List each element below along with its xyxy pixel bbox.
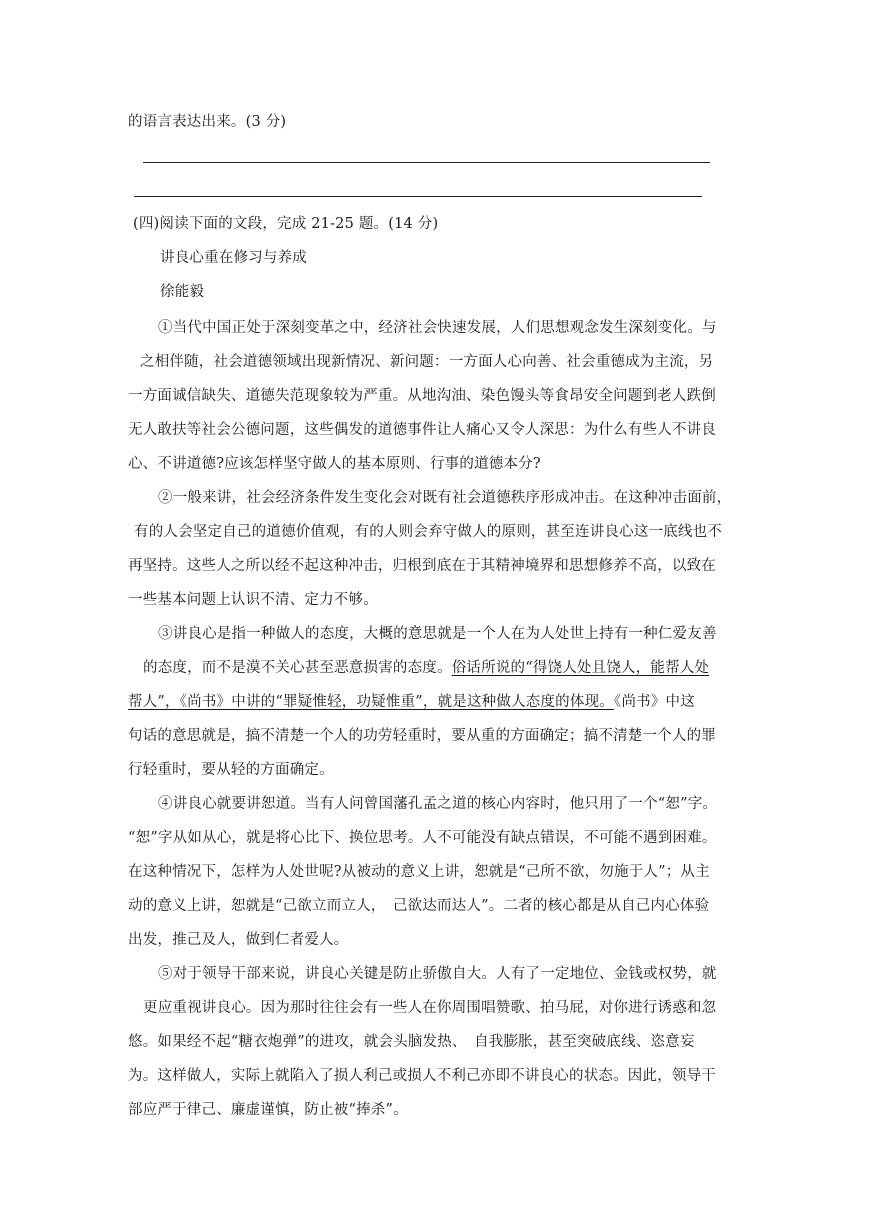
- paragraph-line: [128, 692, 695, 712]
- paragraph-line: 出发，推己及人，做到仁者爱人。: [128, 932, 349, 948]
- paragraph-line: 为。这样做人，实际上就陷入了损人利己或损人不利己亦即不讲良心的状态。因此，领导干: [128, 1068, 716, 1084]
- paragraph-line: ④讲良心就要讲恕道。当有人问曾国藩孔孟之道的核心内容时，他只用了一个“恕”字。: [158, 796, 718, 812]
- paragraph-line: ③讲良心是指一种做人的态度，大概的意思就是一个人在为人处世上持有一种仁爱友善: [158, 626, 717, 642]
- underlined-quote: 俗话所说的“得饶人处且饶人，能帮人处: [451, 660, 710, 676]
- section-heading: (四)阅读下面的文段，完成 21-25 题。(14 分): [133, 216, 439, 232]
- paragraph-line: 更应重视讲良心。因为那时往往会有一些人在你周围唱赞歌、拍马屁，对你进行诱惑和忽: [143, 1000, 717, 1016]
- answer-line-2: [134, 196, 702, 197]
- paragraph-line: 有的人会坚定自己的道德价值观，有的人则会弃守做人的原则，甚至连讲良心这一底线也不: [134, 524, 722, 540]
- plain-text: 《尚书》中这: [614, 694, 695, 710]
- paragraph-line: 在这种情况下，怎样为人处世呢?从被动的意义上讲，恕就是“己所不欲，勿施于人”；从主: [128, 864, 710, 880]
- paragraph-line: 悠。如果经不起“糖衣炮弹”的进攻，就会头脑发热、 自我膨胀，甚至突破底线、恣意妄: [128, 1034, 695, 1050]
- paragraph-line: “恕”字从如从心，就是将心比下、换位思考。人不可能没有缺点错误，不可能不遇到困难。: [128, 830, 717, 846]
- paragraph-line: 一方面诚信缺失、道德失范现象较为严重。从地沟油、染色馒头等食昂安全问题到老人跌倒: [128, 388, 716, 404]
- article-title: 讲良心重在修习与养成: [160, 250, 307, 266]
- underlined-quote: 帮人”，《尚书》中讲的“罪疑惟轻，功疑惟重”，就是这种做人态度的体现。: [128, 694, 614, 710]
- paragraph-line: 无人敢扶等社会公德问题，这些偶发的道德事件让人痛心又令人深思：为什么有些人不讲良: [128, 422, 716, 438]
- plain-text: 的态度，而不是漠不关心甚至恶意损害的态度。: [143, 660, 452, 676]
- paragraph-line: 心、不讲道德?应该怎样坚守做人的基本原则、行事的道德本分?: [128, 456, 541, 472]
- paragraph-line: 之相伴随，社会道德领域出现新情况、新问题：一方面人心向善、社会重德成为主流，另: [140, 354, 714, 370]
- paragraph-line: ⑤对于领导干部来说，讲良心关键是防止骄傲自大。人有了一定地位、金钱或权势，就: [158, 966, 717, 982]
- paragraph-line: 句话的意思就是，搞不清楚一个人的功劳轻重时，要从重的方面确定；搞不清楚一个人的罪: [128, 728, 716, 744]
- article-author: 徐能毅: [160, 284, 205, 300]
- paragraph-line: [143, 658, 709, 678]
- paragraph-line: 部应严于律己、廉虚谨慎，防止被“捧杀”。: [128, 1102, 408, 1118]
- paragraph-line: 动的意义上讲，恕就是“己欲立而立人， 己欲达而达人”。二者的核心都是从自己内心体验: [128, 898, 710, 914]
- paragraph-line: 再坚持。这些人之所以经不起这种冲击，归根到底在于其精神境界和思想修养不高，以致在: [128, 558, 716, 574]
- answer-line-1: [143, 162, 710, 163]
- paragraph-line: 行轻重时，要从轻的方面确定。: [128, 762, 334, 778]
- paragraph-line: ②一般来讲，社会经济条件发生变化会对既有社会道德秩序形成冲击。在这种冲击面前，: [158, 490, 732, 506]
- paragraph-line: 一些基本问题上认识不清、定力不够。: [128, 592, 378, 608]
- paragraph-line: ①当代中国正处于深刻变革之中，经济社会快速发展，人们思想观念发生深刻变化。与: [158, 320, 717, 336]
- intro-line: 的语言表达出来。(3 分): [128, 114, 287, 130]
